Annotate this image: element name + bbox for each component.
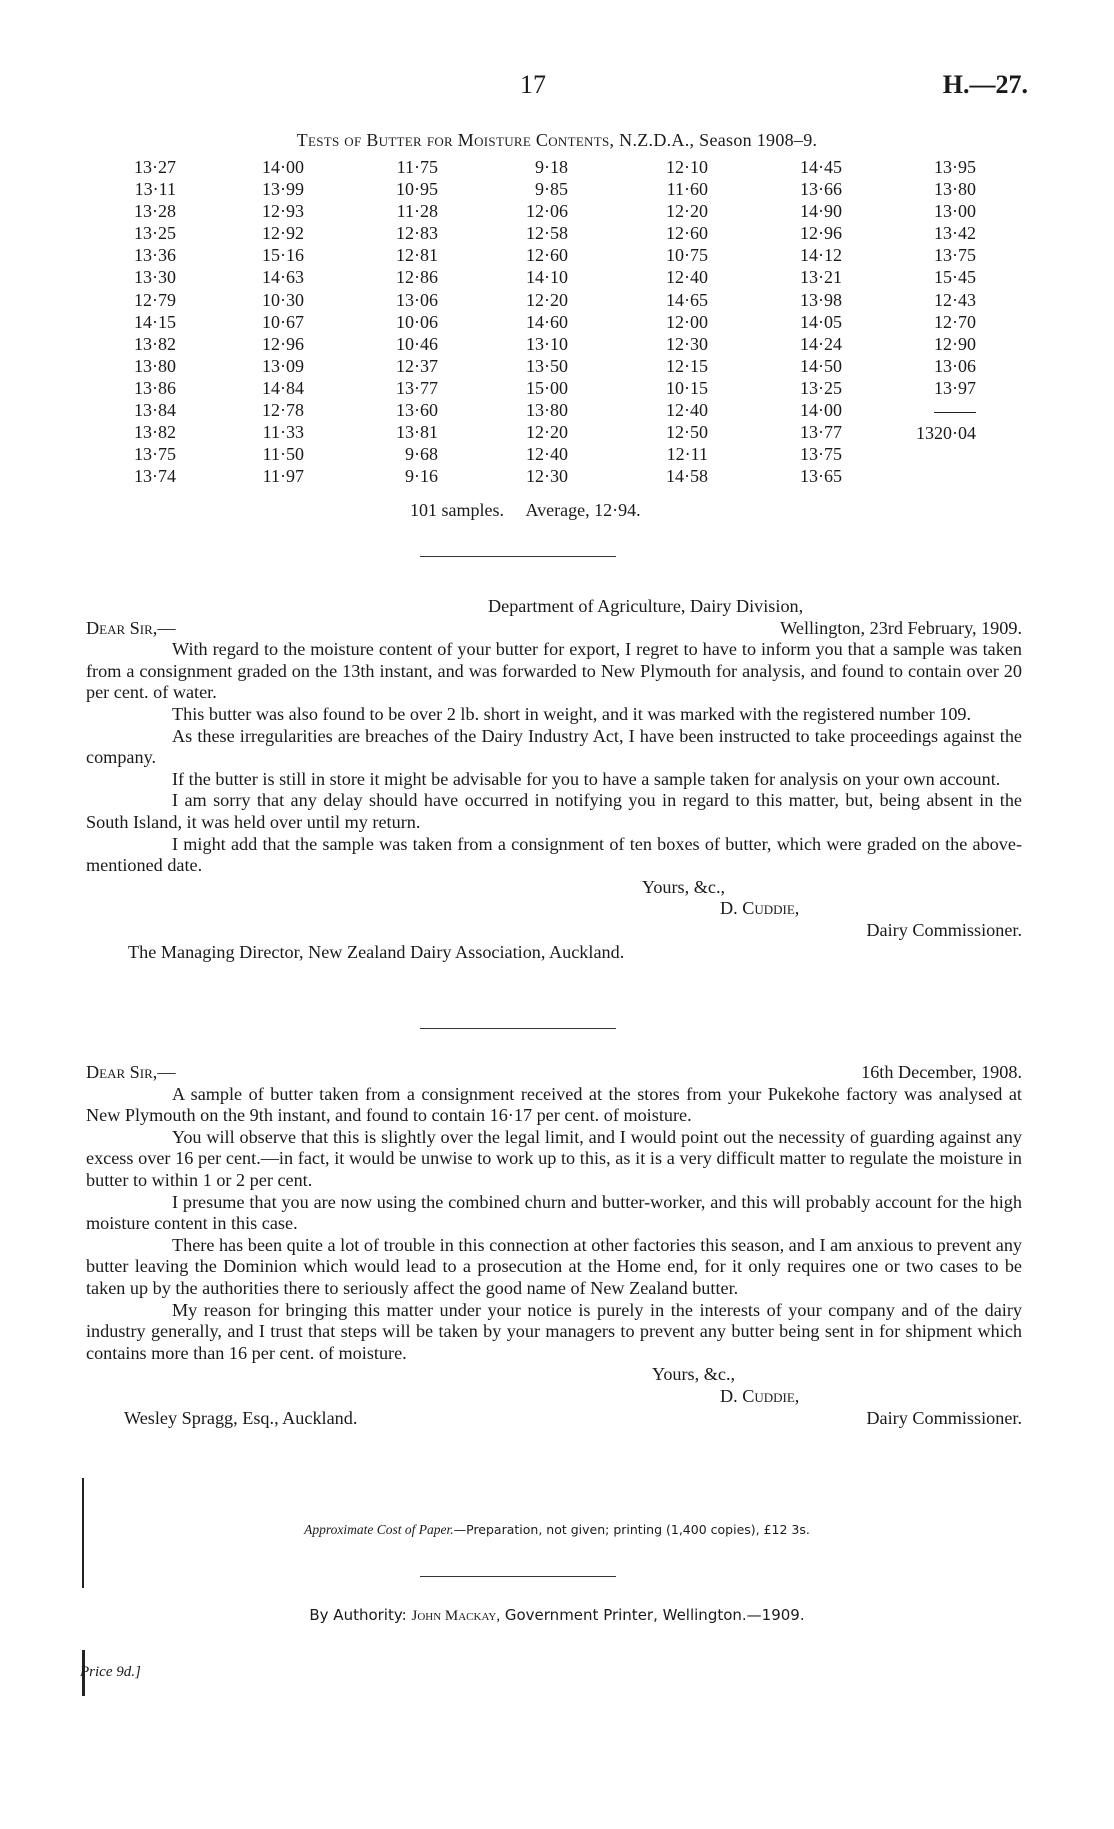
table-cell: 13·06 [934,355,976,376]
table-cell: 14·12 [800,245,842,266]
table-title [0,130,1114,151]
letter1-paragraph: With regard to the moisture content of your butter for export, I regret to have to inform you that a sample was taken from a consignment graded on the 13th instant, and was forwarded to New Plymouth for analysis, and found to contain over 20 per cent. of water. [86,639,1022,703]
table-cell: 9·68 [405,444,438,465]
footer-divider [420,1576,616,1577]
table-cell: 14·15 [134,311,176,332]
table-cell: 11·28 [396,201,438,222]
table-cell: 13·77 [800,422,842,443]
letter1-paragraph: As these irregularities are breaches of the Dairy Industry Act, I have been instructed to take proceedings against the company. [86,725,1022,768]
table-title-suffix: N.Z.D.A., Season 1908–9. [619,130,818,150]
table-cell: 12·90 [934,333,976,354]
letter2-closing: Yours, &c., [652,1364,736,1385]
table-cell: 13·10 [526,333,568,354]
table-cell: 14·45 [800,157,842,177]
table-cell: 13·09 [262,355,304,376]
letter2-paragraph: You will observe that this is slightly over the legal limit, and I would point out the necessity of guarding against any excess over 16 per cent.—in fact, it would be unwise to work up to this, as it is a very difficult matter to regulate the moisture in butter to within 1 or 2 per cent. [86,1126,1022,1190]
printer-name: John Mackay, [411,1608,501,1624]
table-cell: 13·95 [934,157,976,177]
table-cell: 12·06 [526,201,568,222]
table-cell: 13·50 [526,355,568,376]
table-column-5 [638,156,708,487]
cost-text: —Preparation, not given; printing (1,400 copies), £12 3s. [453,1522,810,1537]
table-cell: 12·00 [666,311,708,332]
sample-count: 101 samples. [410,500,504,520]
table-cell: 11·97 [262,466,304,487]
table-total: 1320·04 [916,423,976,444]
letter1-salutation: Dear Sir,— [86,617,176,638]
table-column-2 [234,156,304,487]
table-cell: 12·11 [666,444,708,465]
letter1-title: Dairy Commissioner. [866,919,1022,940]
table-cell: 9·85 [535,179,568,200]
table-cell: 12·15 [666,355,708,376]
table-cell: 12·92 [262,223,304,244]
table-title-prefix: Tests of Butter for Moisture Contents, [296,130,615,150]
table-cell: 13·65 [800,466,842,487]
letter2-salutation: Dear Sir,— [86,1062,176,1082]
letter1-paragraph: This butter was also found to be over 2 lb. short in weight, and it was marked with the registered number 109. [172,703,972,724]
table-cell: 14·24 [800,333,842,354]
table-cell: 12·58 [526,223,568,244]
table-cell: 12·40 [666,267,708,288]
table-cell: 15·00 [526,377,568,398]
price-label: Price 9d.] [80,1664,141,1680]
table-cell: 13·80 [934,179,976,200]
table-cell: 14·60 [526,311,568,332]
document-reference: H.—27. [942,70,1028,99]
section-divider [420,556,616,557]
table-summary [410,500,641,521]
table-cell: 14·90 [800,201,842,222]
letter2-recipient: Wesley Spragg, Esq., Auckland. [124,1407,358,1428]
table-cell: 12·20 [666,201,708,222]
table-cell: 13·00 [934,201,976,222]
table-cell: 12·60 [666,223,708,244]
table-cell: 12·81 [396,245,438,266]
table-cell: 12·30 [526,466,568,487]
letter1-paragraph: I might add that the sample was taken from a consignment of ten boxes of butter, which were graded on the above-mentioned date. [86,833,1022,876]
table-cell: 13·77 [396,377,438,398]
table-cell: 13·36 [134,245,176,266]
table-cell: 14·00 [800,400,842,421]
cost-label: Approximate Cost of Paper. [304,1522,454,1537]
table-cell: 14·63 [262,267,304,288]
letter1-paragraph: If the butter is still in store it might be advisable for you to have a sample taken for analysis on your own account. [172,768,1001,789]
cost-note [0,1522,1114,1538]
letter2-date: 16th December, 1908. [861,1062,1022,1082]
table-cell: 10·75 [666,245,708,266]
table-cell: 10·06 [396,311,438,332]
table-cell: 13·84 [134,400,176,421]
table-cell: 9·18 [535,157,568,177]
page-number: 17 [520,70,546,99]
table-cell: 14·65 [666,289,708,310]
table-cell: 13·06 [396,289,438,310]
letter1-paragraph: I am sorry that any delay should have occurred in notifying you in regard to this matter, but, being absent in the South Island, it was held over until my return. [86,790,1022,832]
table-cell: 12·96 [800,223,842,244]
table-cell: 13·21 [800,267,842,288]
table-cell: 13·81 [396,422,438,443]
table-column-1 [106,156,176,487]
table-cell: 12·40 [526,444,568,465]
table-cell: 10·46 [396,333,438,354]
table-cell: 13·80 [526,400,568,421]
table-cell: 14·50 [800,355,842,376]
table-column-3 [368,156,438,487]
table-cell: 15·45 [934,267,976,288]
table-cell: 10·67 [262,311,304,332]
table-cell: 12·60 [526,245,568,266]
table-cell: 13·28 [134,201,176,222]
printer-imprint [0,1606,1114,1625]
sample-average: Average, 12·94. [525,500,641,520]
letter1-closing: Yours, &c., [642,876,726,897]
table-cell: 11·60 [666,179,708,200]
table-column-7 [906,156,976,399]
table-cell: 14·58 [666,466,708,487]
letter1-signature: D. Cuddie, [720,898,800,919]
table-cell: 12·40 [666,400,708,421]
letter2-signature: D. Cuddie, [720,1385,800,1406]
table-cell: 10·15 [666,377,708,398]
table-cell: 13·82 [134,422,176,443]
table-cell: 10·95 [396,179,438,200]
table-cell: 12·96 [262,333,304,354]
letter-1 [86,596,1022,963]
table-total-rule [906,400,976,444]
table-cell: 13·42 [934,223,976,244]
table-cell: 14·84 [262,377,304,398]
table-cell: 13·86 [134,377,176,398]
table-cell: 15·16 [262,245,304,266]
table-cell: 12·20 [526,289,568,310]
section-divider [420,1028,616,1029]
table-cell: 13·97 [934,377,976,398]
table-cell: 13·99 [262,179,304,200]
table-cell: 13·80 [134,355,176,376]
table-cell: 10·30 [262,289,304,310]
table-cell: 13·60 [396,400,438,421]
letter1-recipient: The Managing Director, New Zealand Dairy Association, Auckland. [128,941,625,962]
table-cell: 13·30 [134,267,176,288]
table-cell: 14·00 [262,157,304,177]
table-cell: 12·30 [666,333,708,354]
table-cell: 12·93 [262,201,304,222]
table-cell: 13·75 [934,245,976,266]
table-cell: 13·82 [134,333,176,354]
table-column-4 [498,156,568,487]
table-cell: 11·50 [262,444,304,465]
table-cell: 9·16 [405,466,438,487]
table-cell: 13·66 [800,179,842,200]
table-cell: 12·70 [934,311,976,332]
letter2-paragraph: I presume that you are now using the combined churn and butter-worker, and this will probably account for the high moisture content in this case. [86,1191,1022,1234]
table-cell: 12·37 [396,355,438,376]
authority-prefix: By Authority: [309,1606,407,1624]
letter1-address-line1: Department of Agriculture, Dairy Division, [488,596,804,616]
total-dash [934,412,976,413]
letter2-paragraph: My reason for bringing this matter under your notice is purely in the interests of your company and of the dairy industry generally, and I trust that steps will be taken by your managers to prevent any butter being sent in for shipment which contains more than 16 per cent. of moisture. [86,1299,1022,1363]
letter2-paragraph: There has been quite a lot of trouble in this connection at other factories this season, and I am anxious to prevent any butter leaving the Dominion which would lead to a prosecution at the Home end, for it only requires one or two cases to be taken up by the authorities there to seriously affect the good name of New Zealand butter. [86,1234,1023,1298]
letter2-title: Dairy Commissioner. [866,1407,1022,1428]
table-cell: 14·05 [800,311,842,332]
table-cell: 11·75 [396,157,438,177]
authority-suffix: Government Printer, Wellington.—1909. [504,1606,805,1624]
table-cell: 13·25 [800,377,842,398]
table-cell: 12·79 [134,289,176,310]
table-cell: 13·25 [134,223,176,244]
table-cell: 12·78 [262,400,304,421]
letter-2 [86,1062,1022,1429]
table-cell: 13·27 [134,157,176,177]
table-cell: 13·75 [134,444,176,465]
letter2-paragraph: A sample of butter taken from a consignment received at the stores from your Pukekohe factory was analysed at New Plymouth on the 9th instant, and found to contain 16·17 per cent. of moisture. [86,1083,1022,1126]
table-cell: 12·10 [666,157,708,177]
table-cell: 12·50 [666,422,708,443]
table-column-6 [772,156,842,487]
table-cell: 12·86 [396,267,438,288]
letter1-address-line2: Wellington, 23rd February, 1909. [780,617,1022,638]
table-cell: 12·20 [526,422,568,443]
table-cell: 13·75 [800,444,842,465]
table-cell: 13·11 [134,179,176,200]
table-cell: 12·83 [396,223,438,244]
table-cell: 13·74 [134,466,176,487]
table-cell: 12·43 [934,289,976,310]
table-cell: 11·33 [262,422,304,443]
table-cell: 14·10 [526,267,568,288]
table-cell: 13·98 [800,289,842,310]
